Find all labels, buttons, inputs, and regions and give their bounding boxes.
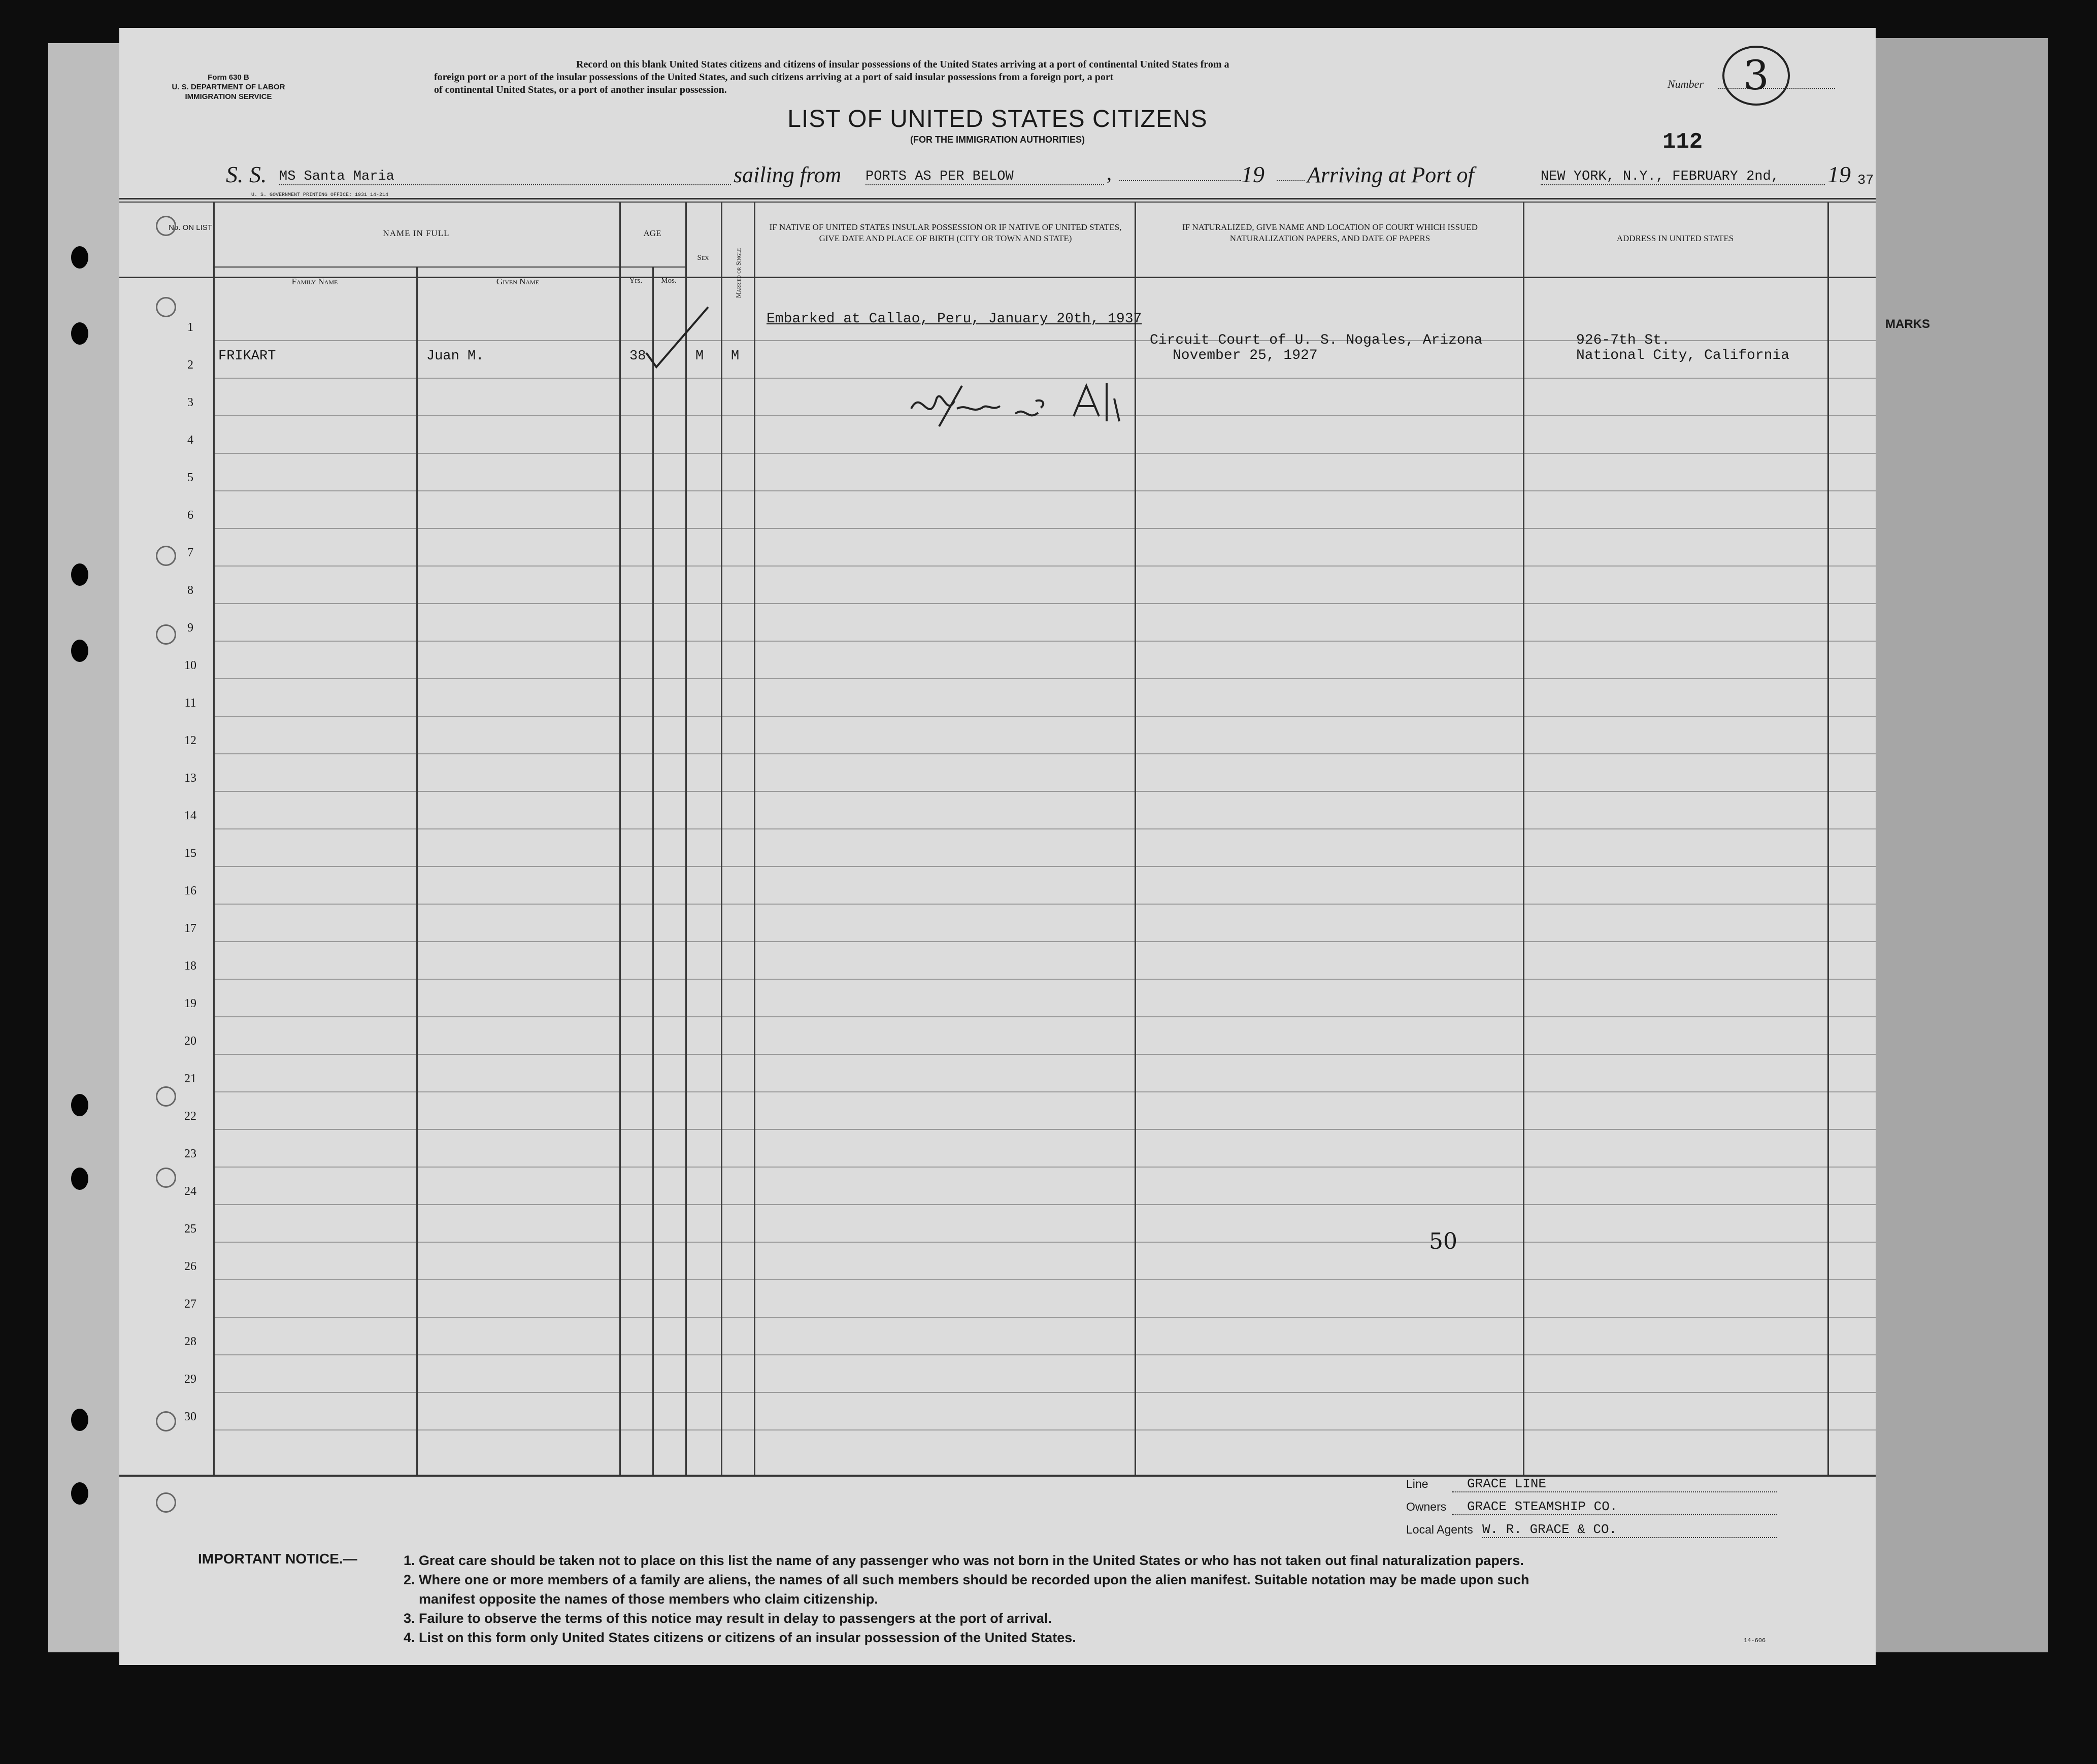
row-number: 23 [184,1147,196,1160]
agents-label: Local Agents [1406,1523,1473,1536]
row-number: 15 [184,847,196,860]
arrival-port: NEW YORK, N.Y., FEBRUARY 2nd, [1541,169,1825,185]
row-grid [119,28,1876,1665]
handwritten-annotation [906,378,1160,434]
court-line-1: Circuit Court of U. S. Nogales, Arizona [1150,332,1483,348]
header-family-name: Family Name [291,277,338,286]
ship-name: MS Santa Maria [279,169,731,185]
row-rule [213,753,1876,754]
instruction-line: of continental United States, or a port of another insular possession. [434,84,727,95]
embarked-note: Embarked at Callao, Peru, January 20th, 1937 [767,311,1142,327]
punch-ring [156,216,176,236]
service-name: IMMIGRATION SERVICE [185,92,272,101]
binding-hole [71,640,88,662]
binding-hole [71,1094,88,1116]
row-rule [213,979,1876,980]
owners-label: Owners [1406,1500,1447,1513]
row-rule [213,904,1876,905]
row-number: 1 [187,321,193,334]
punch-ring [156,1168,176,1188]
row-number: 20 [184,1035,196,1048]
row-rule [213,866,1876,867]
punch-ring [156,546,176,566]
punch-ring [156,624,176,645]
arrival-year: 37 [1857,173,1874,188]
row-number: 5 [187,471,193,484]
row-number: 19 [184,997,196,1010]
binding-hole [71,246,88,269]
row-rule [213,1429,1876,1430]
arrival-year-prefix: 19 [1827,161,1851,187]
row-number: 17 [184,922,196,935]
row-rule [213,1167,1876,1168]
row-number: 28 [184,1335,196,1348]
row-rule [213,1279,1876,1280]
header-given-name: Given Name [496,277,540,286]
row-number: 12 [184,734,196,747]
important-notice-list [404,1551,1825,1647]
sex-cell: M [695,349,704,364]
margin-figure: 50 [1429,1228,1457,1254]
sailing-label: sailing from [734,162,842,187]
row-number: 14 [184,809,196,822]
row-rule [213,678,1876,679]
ss-label: S. S. [226,161,267,187]
header-yrs: Yrs. [629,277,643,285]
row-number: 18 [184,959,196,973]
row-number: 9 [187,621,193,635]
row-rule [213,1354,1876,1355]
arriving-label: Arriving at Port of [1307,162,1474,187]
row-rule [213,716,1876,717]
row-number: 10 [184,659,196,672]
page-title: LIST OF UNITED STATES CITIZENS [787,106,1208,132]
header-married-or-single: Married or Single [735,248,742,298]
row-rule [213,791,1876,792]
row-number: 3 [187,396,193,409]
header-naturalized: IF NATURALIZED, GIVE NAME AND LOCATION OF COURT WHICH ISSUED NATURALIZATION PAPERS, AND DATE OF PAPERS [1182,222,1478,243]
married-cell: M [731,349,740,364]
age-years-cell: 38 [629,349,646,364]
stamp-number: 112 [1662,129,1703,155]
binding-hole [71,1482,88,1505]
underlying-page [1848,38,2048,1652]
header-name-in-full: NAME IN FULL [383,228,450,238]
row-rule [213,603,1876,604]
instruction-line: foreign port or a port of the insular possessions of the United States, and such citizens arriving at a port of said insular possessions from a foreign port, a port [434,72,1114,83]
row-rule [213,941,1876,942]
row-rule [213,1392,1876,1393]
form-code: 14-606 [1744,1637,1766,1644]
row-number: 26 [184,1260,196,1273]
binding-hole [71,563,88,586]
row-rule [213,1091,1876,1092]
binding-hole [71,1168,88,1190]
row-rule [213,1129,1876,1130]
row-number: 6 [187,509,193,522]
row-rule [213,1016,1876,1017]
address-line-1: 926-7th St. [1576,332,1670,348]
important-notice-label: IMPORTANT NOTICE.— [198,1551,357,1567]
row-number: 13 [184,772,196,785]
notice-item: 1. Great care should be taken not to place on this list the name of any passenger who was not born in the United States or who has not taken out final naturalization papers. [404,1553,1524,1568]
punch-ring [156,1492,176,1513]
punch-ring [156,1086,176,1107]
binding-hole [71,1409,88,1431]
row-rule [213,1204,1876,1205]
row-number: 2 [187,358,193,372]
row-rule [213,528,1876,529]
row-number: 25 [184,1222,196,1236]
row-number: 27 [184,1297,196,1311]
row-rule [213,1242,1876,1243]
row-number: 4 [187,434,193,447]
page-subtitle: (FOR THE IMMIGRATION AUTHORITIES) [910,135,1085,145]
row-number: 7 [187,546,193,559]
row-rule [213,453,1876,454]
header-sex: Sex [697,254,709,262]
family-name-cell: FRIKART [218,349,276,364]
notice-item: manifest opposite the names of those members who claim citizenship. [419,1591,878,1607]
manifest-sheet: Form 630 B U. S. DEPARTMENT OF LABOR IMMIGRATION SERVICE Record on this blank United States citizens and citizens of insular possessions of the United States arriving at a port of continental United States from a foreign port or a port of the insular possessions of the United States, and such citizens arriving at a port of said insular possessions from a foreign port, a port of continental United States, or a port of another insular possession. Number 3 LIST OF UNITED STATES CITIZENS (FOR THE IMMIGRATION AUTHORITIES) 112 S. S. MS Santa Maria sailing from PORTS AS PER BELOW , 19 Arriving at Port of NEW YORK, N.Y., FEBRUARY 2nd, 19 37 U. S. GOVERNMENT PRINTING OFFICE: 1931 14-214 1 2 3 4 5 6 7 8 9 10 11 12 13 14 15 16 17 18 19 20 21 22 23 24 25 26 27 28 29 30 No. ON LIST NAME IN FULL Family Name Given Name AGE Yrs. Mos. Sex Married or Single IF NATIVE OF UNITED STATES INSULAR POSSESSION OR IF NATIVE OF UNITED STATES, GIVE DATE AND PLACE OF BIRTH (CITY OR TOWN AND STATE) IF NATURALIZED, GIVE NAME AND LOCATION OF COURT WHICH ISSUED NATURALIZATION PAPERS, AND DATE OF PAPERS ADDRESS IN UNITED STATES Embarked at Callao, Peru, January 20th, 1937 FRIKART Juan M. 38 M M Circuit Court of U. S. Nogales, Arizona November 25, 1927 926-7th St. National City, California 50 Line GRACE LINE Owners GRACE STEAMSHIP CO. Local Agents W. R. GRACE & CO. IMPORTANT NOTICE.— 1. Great care should be taken not to place on this list the name of any passenger who was not born in the United States or who has not taken out final naturalization papers. 2. Where one or more members of a family are aliens, the names of all such members should be recorded upon the alien manifest. Suitable notation may be made upon such manifest opposite the names of those members who claim citizenship. 3. Failure to observe the terms of this notice may result in delay to passengers at the port of arrival. 4. List on this form only United States citizens or citizens of an insular possession of the United States. 14-606 [119,28,1876,1665]
row-rule [213,1317,1876,1318]
row-number: 8 [187,584,193,597]
given-name-cell: Juan M. [426,349,484,364]
header-no-on-list: No. ON LIST [169,223,212,232]
row-rule [213,490,1876,491]
printing-office-note: U. S. GOVERNMENT PRINTING OFFICE: 1931 14-214 [251,192,389,198]
row-number: 24 [184,1185,196,1198]
punch-ring [156,297,176,317]
binding-hole [71,322,88,345]
line-value: GRACE LINE [1452,1476,1777,1492]
number-label: Number [1668,78,1704,90]
form-number: Form 630 B [208,73,249,82]
notice-item: 4. List on this form only United States citizens or citizens of an insular possession of the United States. [404,1630,1076,1645]
check-mark [642,302,713,378]
line-label: Line [1406,1477,1428,1490]
row-number: 22 [184,1110,196,1123]
row-rule [213,641,1876,642]
row-number: 29 [184,1373,196,1386]
punch-ring [156,1411,176,1432]
row-number: 21 [184,1072,196,1085]
back-page-fragment: MARKS [1885,317,1930,331]
header-mos: Mos. [661,277,677,285]
row-rule [213,828,1876,829]
handwritten-number: 3 [1722,46,1790,106]
header-age: AGE [643,228,661,238]
court-line-2: November 25, 1927 [1173,348,1318,363]
notice-item: 2. Where one or more members of a family are aliens, the names of all such members should be recorded upon the alien manifest. Suitable notation may be made upon such [404,1572,1529,1587]
row-number: 11 [184,696,196,710]
address-line-2: National City, California [1576,348,1790,363]
year-prefix: 19 [1241,161,1264,187]
header-native: IF NATIVE OF UNITED STATES INSULAR POSSESSION OR IF NATIVE OF UNITED STATES, GIVE DATE AND PLACE OF BIRTH (CITY OR TOWN AND STATE) [769,222,1122,243]
header-address: ADDRESS IN UNITED STATES [1616,234,1734,243]
agents-value: W. R. GRACE & CO. [1482,1522,1777,1538]
row-number: 16 [184,884,196,897]
notice-item: 3. Failure to observe the terms of this notice may result in delay to passengers at the port of arrival. [404,1611,1052,1626]
instruction-line: Record on this blank United States citizens and citizens of insular possessions of the United States arriving at a port of continental United States from a [576,59,1229,70]
row-rule [213,1054,1876,1055]
row-number: 30 [184,1410,196,1423]
sailing-from: PORTS AS PER BELOW [866,169,1104,185]
row-rule [213,565,1876,567]
department-name: U. S. DEPARTMENT OF LABOR [172,83,285,91]
owners-value: GRACE STEAMSHIP CO. [1452,1499,1777,1515]
